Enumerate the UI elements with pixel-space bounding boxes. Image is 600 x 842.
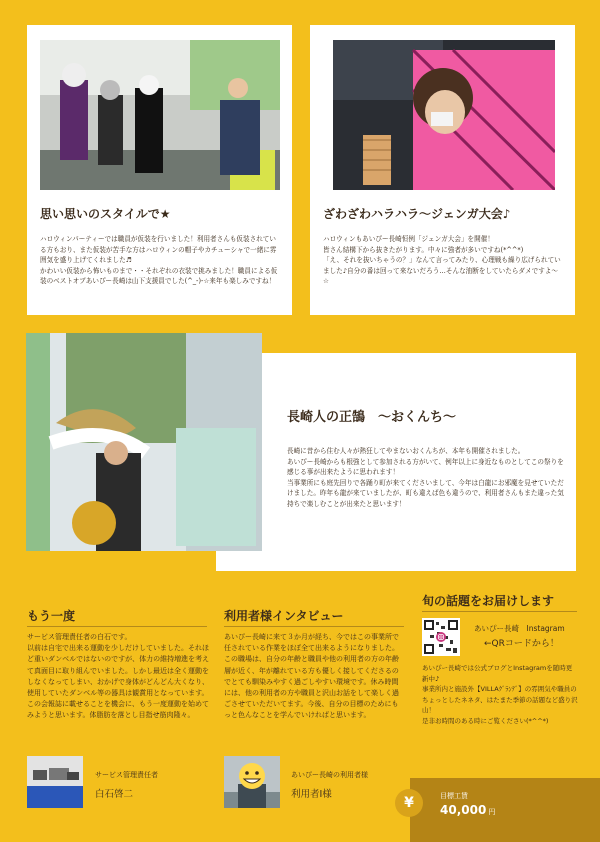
motto-ichido-divider <box>27 626 207 627</box>
kunchi-title: 長崎人の正鵠 〜おくんち〜 <box>287 410 457 425</box>
kunchi-photo <box>26 333 262 551</box>
qr-code-hint: ←QRコードから！ <box>484 639 559 649</box>
shiraishi-photo <box>27 756 83 808</box>
jenga-text <box>323 234 563 287</box>
kunchi-text <box>287 446 565 509</box>
motto-ichido-text <box>27 632 213 722</box>
interviewee-photo <box>224 756 280 808</box>
interviewee-name: 利用者I様 <box>291 789 332 800</box>
topics-paragraph: あいぴー長崎では公式ブログとInstagramを随時更新中♪ 事業所内と施設外【VILLAｸﾞﾗﾝﾃﾞ】の雰囲気や職員のちょっとしたネネタ、はたまた季節の話題など盛り沢山！ 是非お時間のある時にご覧ください(*^^*) <box>422 664 578 725</box>
target-wage-amount <box>440 803 495 817</box>
interviewee-role: あいぴー長崎の利用者様 <box>291 771 368 779</box>
shiraishi-role: サービス管理責任者 <box>95 771 158 779</box>
target-wage-value: 40,000 <box>440 803 487 817</box>
instagram-qr-code[interactable] <box>422 618 460 656</box>
halloween-text <box>40 234 280 287</box>
topics-title: 旬の話題をお届けします <box>422 594 555 608</box>
jenga-photo <box>333 40 555 190</box>
halloween-paragraph: ハロウィンパーティーでは職員が仮装を行いました！利用者さんも仮装されている方もおり、また仮装が苦手な方はハロウィンの帽子やカチューシャで一緒に雰囲気を盛り上げてくれました♬ かわいい仮装から怖いものまで・・それぞれの衣装で挑みました！職員による仮装のベストオブあいぴー長崎は山下支援員でした(^_-)-☆来年も楽しみですね！ <box>40 235 278 285</box>
shiraishi-name: 白石啓二 <box>95 789 134 800</box>
target-wage-bar <box>410 778 600 842</box>
interview-paragraph: あいぴー長崎に来て３か月が経ち、今ではこの事業所で任されている作業をほぼ全て出来るようになりました。 この職場は、自分の年齢と職員や他の利用者の方の年齢層が近く、年が離れている方も優しく接してくださるのでとても馴染みやすく過ごしやすい環境です。休み時間には、他の利用者の方や職員と沢山お話をして楽しく過ごさせていただいてます。今後、自分の目標のためにもっと色んなことを学んでいければと思います。 <box>224 633 399 720</box>
instagram-label: あいぴー長崎 Instagram <box>474 624 565 633</box>
motto-ichido-paragraph: サービス管理責任者の白石です。 以前は自宅で出来る運動を少しだけしていました。それほど重いダンベルではないのですが、体力の維持増進を考えて真面目に取り組んでいました。しかし最近は全く運動をしなくなってしまい、おかげで身体がどんどん大くなり、使用していたダンベル等の器具は観賞用となっています。この会報誌に載せることを機会に、もう一度運動を始めてみようと思います。体脂肪を落とし目指せ筋肉隆々。 <box>27 633 210 720</box>
topics-divider <box>422 611 577 612</box>
interview-title: 利用者様インタビュー <box>224 609 344 623</box>
jenga-title: ざわざわハラハラ〜ジェンガ大会♪ <box>323 207 511 221</box>
motto-ichido-title: もう一度 <box>27 609 76 623</box>
halloween-title: 思い思いのスタイルで★ <box>40 207 171 221</box>
interview-divider <box>224 626 404 627</box>
kunchi-paragraph: 長崎に昔から住む人々が熱狂してやまないおくんちが、本年も開催されました。 あいぴー長崎からも根強として参加される方がいて、例年以上に身近なものとしてこの祭りを感じる事が出来たように思われます！ 当事業所にも庭先回りで各踊り町が来てくださいまして、今年は白龍にお邪魔を見せていただけました。昨年も龍が来ていましたが、町も違えば色も違うので、利用者さんもまた違った気持ちで楽しむことが出来たと思います！ <box>287 447 564 508</box>
interview-text <box>224 632 402 722</box>
topics-text <box>422 663 578 726</box>
jenga-paragraph: ハロウィンもあいぴー長崎恒例「ジェンガ大会」を開催！ 皆さん結構下から抜きたがります。中々に強者が多いですね(*^^*) 「え、それを抜いちゃうの？」なんて言ってみたり、心理戦も繰り広げられていました♪自分の番は回って来ないだろう…そんな油断をしていたらダメですよ〜☆ <box>323 235 561 285</box>
yen-icon: ¥ <box>395 789 423 817</box>
halloween-photo <box>40 40 280 190</box>
target-wage-unit: 円 <box>488 808 496 816</box>
target-wage-label: 目標工賃 <box>440 792 468 800</box>
